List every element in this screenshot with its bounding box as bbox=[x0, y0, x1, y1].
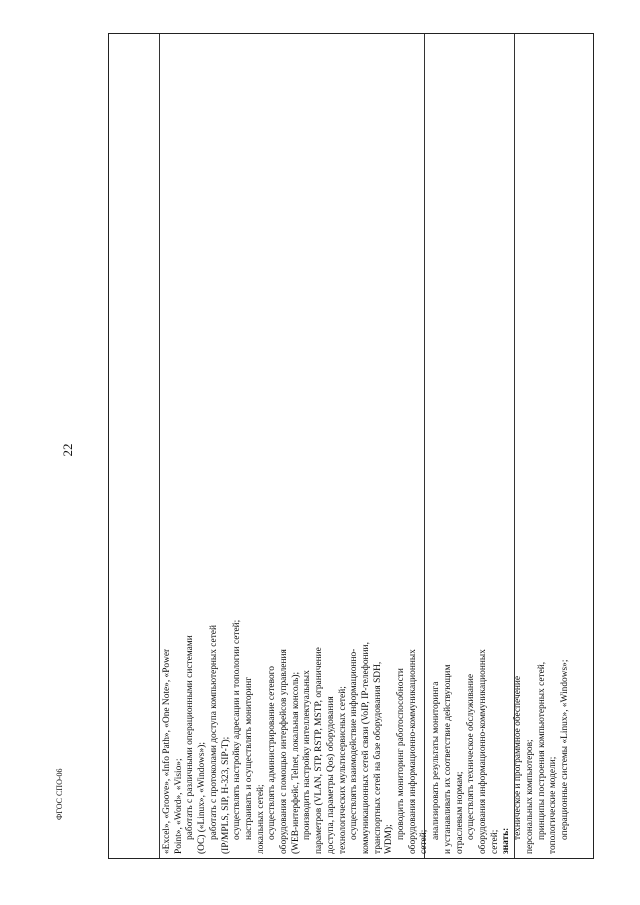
text-line: Point», «Word», «Visio»; bbox=[173, 758, 184, 854]
footer-code: ФГОС СПО-06 bbox=[55, 768, 64, 820]
text-line: знать: bbox=[501, 827, 512, 854]
text-line: сетей; bbox=[419, 829, 430, 854]
text-line: оборудования информационно-коммуникационных bbox=[477, 649, 488, 854]
text-line: оборудования с помощью интерфейсов управления bbox=[279, 649, 290, 854]
text-line: топологические модели; bbox=[548, 756, 559, 854]
curriculum-table bbox=[108, 33, 594, 859]
text-line: WDM); bbox=[384, 824, 395, 854]
text-line: (WEB-интерфейс, Telnet, локальная консоль); bbox=[290, 671, 301, 854]
text-line: настраивать и осуществлять мониторинг bbox=[243, 676, 254, 840]
table-row-blank-1 bbox=[425, 34, 515, 858]
text-line: проводить мониторинг работоспособности bbox=[396, 668, 407, 840]
page-number: 22 bbox=[60, 443, 75, 457]
text-line: осуществлять настройку адресации и топологии сетей; bbox=[232, 619, 243, 840]
table-rotated-frame bbox=[108, 33, 594, 859]
table-row-blank-2 bbox=[515, 34, 595, 858]
text-line: технологических мультисервисных сетей; bbox=[337, 686, 348, 854]
text-line: транспортных сетей на базе оборудования SDH, bbox=[372, 661, 383, 854]
text-line: (ОС) («Linux», «Windows»); bbox=[197, 742, 208, 854]
text-line: анализировать результаты мониторинга bbox=[431, 681, 442, 840]
text-line: персональных компьютеров; bbox=[524, 739, 535, 854]
text-line: операционные системы «Linux», «Windows»; bbox=[559, 659, 570, 840]
text-line: коммуникационных сетей связи (VoIP, IP-телефонии, bbox=[360, 642, 371, 854]
text-line: параметров (VLAN, STP, RSTP, MSTP, ограничение bbox=[314, 647, 325, 854]
text-line: производить настройку интеллектуальных bbox=[302, 670, 313, 840]
text-line: отраслевым нормам; bbox=[454, 771, 465, 854]
table-row-index bbox=[109, 34, 160, 858]
text-line: доступа, параметры Qos) оборудования bbox=[325, 696, 336, 854]
table-row-content bbox=[160, 34, 570, 858]
text-line: оборудования информационно-коммуникационных bbox=[407, 649, 418, 854]
text-line: работать с протоколами доступа компьютерных сетей bbox=[208, 625, 219, 840]
text-line: принципы построения компьютерных сетей, bbox=[536, 661, 547, 840]
text-line: и устанавливать их соответствие действующим bbox=[442, 664, 453, 854]
text-line: осуществлять администрирование сетевого bbox=[267, 666, 278, 840]
text-line: локальных сетей; bbox=[255, 784, 266, 854]
text-line: работать с различными операционными системами bbox=[185, 635, 196, 840]
text-line: осуществлять техническое обслуживание bbox=[466, 673, 477, 840]
text-line: сетей; bbox=[489, 829, 500, 854]
text-line: «Excel», «Groove», «Info Path», «One Note», «Power bbox=[162, 648, 172, 854]
text-line: техническое и программное обеспечение bbox=[513, 675, 524, 840]
text-line: (IP/MPLS, SIP, H-323, SIP-T); bbox=[220, 736, 231, 854]
text-line: осуществлять взаимодействие информационно- bbox=[349, 648, 360, 840]
